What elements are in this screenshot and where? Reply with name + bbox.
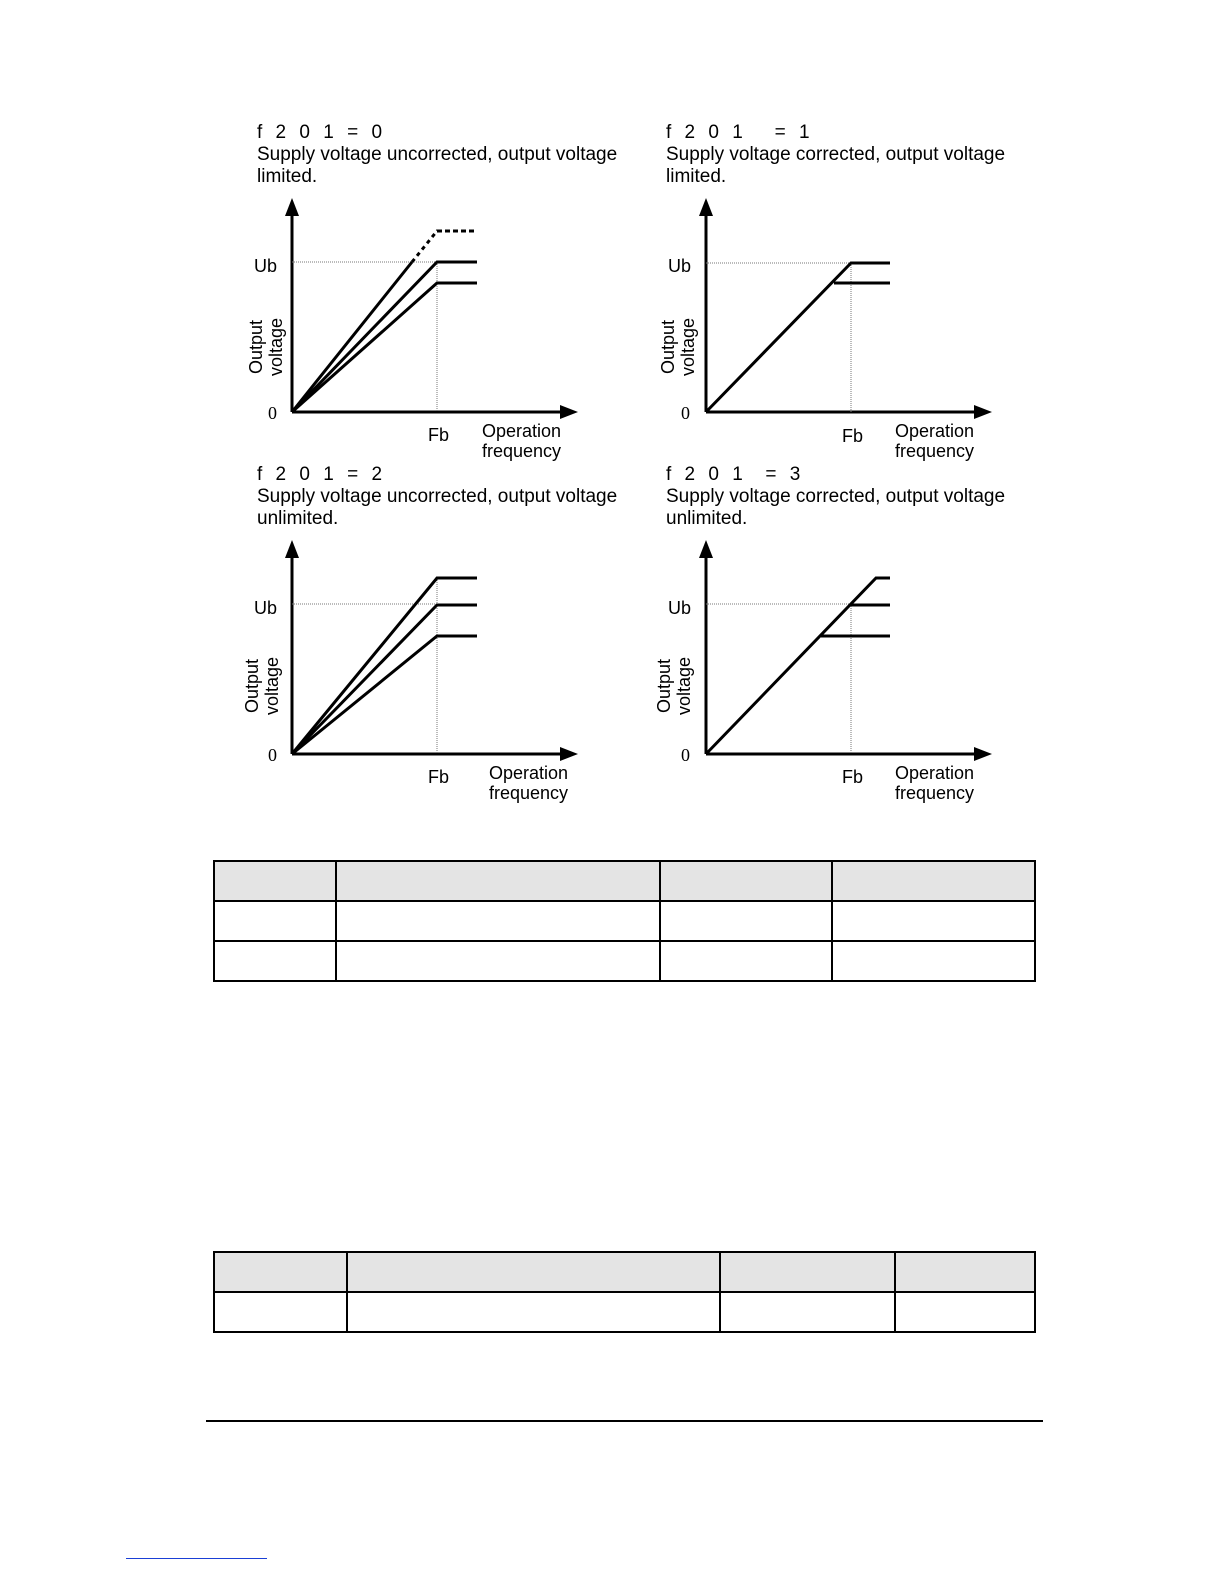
table-header-row [214,1252,1035,1292]
ub-label: Ub [668,598,692,618]
table-header-cell [660,861,832,901]
y-axis-arrow [699,540,713,558]
x-axis-label-line2: frequency [489,783,569,803]
table-header-cell [720,1252,895,1292]
fb-label: Fb [842,767,864,787]
fb-label: Fb [428,425,450,445]
panel-description-cont: limited. [666,166,727,187]
x-axis-label-line1: Operation [895,421,975,441]
table-cell [336,901,660,941]
table-header-cell [895,1252,1035,1292]
fb-label: Fb [842,426,864,446]
footer-link-underline [126,1558,267,1559]
table-cell [347,1292,720,1332]
parameter-table-2 [213,1251,1036,1333]
y-axis-label-line1: Output [242,658,262,714]
x-axis-label-line1: Operation [895,763,975,783]
table-header-row [214,861,1035,901]
table-row [214,941,1035,981]
x-axis-label-line2: frequency [895,441,975,461]
y-axis-label [654,646,694,726]
x-axis-label [895,763,974,803]
table-header-cell [336,861,660,901]
table-header-cell [832,861,1035,901]
x-axis-label-line1: Operation [482,421,562,441]
footer-rule [206,1420,1043,1422]
parameter-code: f 2 0 1 = 3 [666,464,805,485]
table-header-cell [214,1252,347,1292]
table-cell [214,941,336,981]
panel-description-cont: unlimited. [257,508,339,529]
table-cell [832,941,1035,981]
origin-label: 0 [268,403,277,423]
origin-label: 0 [268,745,277,765]
ub-label: Ub [254,598,278,618]
x-axis-label-line2: frequency [482,441,562,461]
x-axis-label-line2: frequency [895,783,975,803]
parameter-code: f 2 0 1 = 0 [257,122,387,143]
table-cell [214,901,336,941]
ub-label: Ub [668,256,692,276]
table-cell [336,941,660,981]
y-axis-label-line1: Output [246,319,266,375]
parameter-code: f 2 0 1 = 1 [666,122,814,143]
table-cell [895,1292,1035,1332]
panel-description-cont: unlimited. [666,508,748,529]
y-axis-label-line2: voltage [266,317,286,377]
panel-description: Supply voltage corrected, output voltage [666,486,1006,507]
panel-description: Supply voltage uncorrected, output voltage [257,144,618,165]
panel-description: Supply voltage corrected, output voltage [666,144,1006,165]
x-axis-arrow [974,747,992,761]
table-row [214,1292,1035,1332]
y-axis-label-line2: voltage [674,656,694,716]
y-axis-label-line1: Output [658,319,678,375]
origin-label: 0 [681,403,690,423]
y-axis-label-line2: voltage [262,656,282,716]
panel-description: Supply voltage uncorrected, output voltage [257,486,618,507]
parameter-table-1 [213,860,1036,982]
parameter-code: f 2 0 1 = 2 [257,464,387,485]
table-header-cell [214,861,336,901]
y-axis-label-line2: voltage [678,317,698,377]
table-cell [660,941,832,981]
table-cell [720,1292,895,1332]
ub-label: Ub [254,256,278,276]
table-cell [660,901,832,941]
x-axis-label-line1: Operation [489,763,569,783]
table-header-cell [347,1252,720,1292]
table-cell [214,1292,347,1332]
fb-label: Fb [428,767,450,787]
y-axis-label-line1: Output [654,658,674,714]
panel-description-cont: limited. [257,166,318,187]
table-cell [832,901,1035,941]
origin-label: 0 [681,745,690,765]
table-row [214,901,1035,941]
